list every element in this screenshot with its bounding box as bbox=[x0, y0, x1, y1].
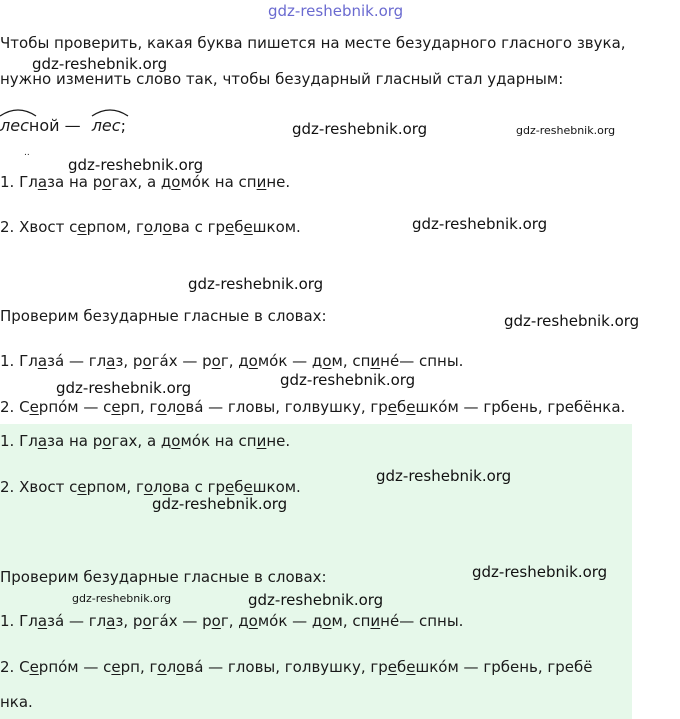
text-segment: не. bbox=[266, 432, 291, 450]
text-segment: б bbox=[234, 478, 244, 496]
text-segment: 1. Гл bbox=[0, 352, 38, 370]
intro-line-1: Чтобы проверить, какая буква пишется на месте безударного гласного звука, bbox=[0, 34, 626, 52]
watermark: gdz-reshebnik.org bbox=[56, 379, 192, 397]
text-segment: мо́к на сп bbox=[180, 173, 257, 191]
text-segment: га́х — р bbox=[151, 612, 212, 630]
text-segment: за на р bbox=[47, 432, 103, 450]
checked-vowel: а bbox=[37, 352, 48, 370]
text-segment: ва с гр bbox=[171, 478, 226, 496]
checked-vowel: о bbox=[171, 173, 181, 191]
checked-vowel: е bbox=[406, 398, 416, 416]
check-line-1 bbox=[0, 352, 463, 370]
text-segment: рп, г bbox=[120, 658, 158, 676]
text-segment: рпо́м — с bbox=[38, 398, 112, 416]
text-segment: шком. bbox=[252, 478, 301, 496]
dot-mark: .. bbox=[24, 148, 30, 158]
text-segment: шком. bbox=[252, 218, 301, 236]
checked-vowel: е bbox=[29, 658, 39, 676]
check-line-2 bbox=[0, 398, 625, 416]
text-segment: 2. С bbox=[0, 658, 30, 676]
text-segment: 1. Гл bbox=[0, 432, 38, 450]
watermark: gdz-reshebnik.org bbox=[68, 156, 204, 174]
checked-vowel: е bbox=[387, 658, 397, 676]
checked-vowel: и bbox=[256, 173, 267, 191]
watermark: gdz-reshebnik.org bbox=[32, 55, 168, 73]
checked-vowel: е bbox=[29, 398, 39, 416]
checked-vowel: е bbox=[111, 658, 121, 676]
checked-vowel: е bbox=[225, 478, 235, 496]
text-segment: л bbox=[153, 478, 163, 496]
checked-vowel: о bbox=[102, 173, 112, 191]
check-title: Проверим безударные гласные в словах: bbox=[0, 307, 327, 325]
root-end: ; bbox=[120, 116, 126, 135]
watermark: gdz-reshebnik.org bbox=[248, 591, 384, 609]
watermark: gdz-reshebnik.org bbox=[412, 215, 548, 233]
checked-vowel: о bbox=[143, 478, 154, 496]
root-arc-icon bbox=[0, 104, 38, 118]
sentence-2 bbox=[0, 218, 301, 236]
sentence-1 bbox=[0, 173, 290, 191]
text-segment: б bbox=[397, 658, 407, 676]
watermark-top: gdz-reshebnik.org bbox=[268, 2, 404, 20]
watermark: gdz-reshebnik.org bbox=[376, 467, 512, 485]
checked-vowel: о bbox=[248, 352, 258, 370]
text-segment: б bbox=[234, 218, 244, 236]
checked-vowel: е bbox=[225, 218, 235, 236]
text-segment: рпом, г bbox=[86, 478, 144, 496]
checked-vowel: е bbox=[77, 218, 87, 236]
text-segment: 1. Гл bbox=[0, 173, 38, 191]
text-segment: за на р bbox=[47, 173, 103, 191]
checked-vowel: е bbox=[111, 398, 121, 416]
checked-vowel: и bbox=[370, 612, 381, 630]
checked-vowel: о bbox=[248, 612, 258, 630]
text-segment: г, д bbox=[220, 352, 249, 370]
checked-vowel: о bbox=[157, 658, 167, 676]
text-segment: за́ — гл bbox=[47, 352, 107, 370]
text-segment: 1. Гл bbox=[0, 612, 38, 630]
intro-line-2: нужно изменить слово так, чтобы безударный гласный стал ударным: bbox=[0, 70, 564, 88]
text-segment: за́ — гл bbox=[47, 612, 107, 630]
text-segment: рпом, г bbox=[86, 218, 144, 236]
root-example bbox=[0, 116, 126, 135]
text-segment: мо́к на сп bbox=[180, 432, 257, 450]
check-line-2-wrap: нка. bbox=[0, 693, 33, 711]
checked-vowel: е bbox=[387, 398, 397, 416]
text-segment: л bbox=[153, 218, 163, 236]
watermark: gdz-reshebnik.org bbox=[472, 563, 608, 581]
text-segment: ва с гр bbox=[171, 218, 226, 236]
checked-vowel: е bbox=[243, 478, 253, 496]
checked-vowel: и bbox=[370, 352, 381, 370]
checked-vowel: е bbox=[406, 658, 416, 676]
text-segment: м, сп bbox=[331, 352, 371, 370]
watermark: gdz-reshebnik.org bbox=[280, 371, 416, 389]
checked-vowel: о bbox=[143, 218, 154, 236]
check-line-1 bbox=[0, 612, 463, 630]
check-title: Проверим безударные гласные в словах: bbox=[0, 568, 327, 586]
checked-vowel: о bbox=[142, 612, 152, 630]
text-segment: 2. Хвост с bbox=[0, 478, 78, 496]
text-segment: 2. Хвост с bbox=[0, 218, 78, 236]
text-segment: з, р bbox=[115, 612, 143, 630]
checked-vowel: а bbox=[37, 173, 48, 191]
text-segment: ва́ — гловы, голвушку, гр bbox=[185, 398, 388, 416]
text-segment: гах, а д bbox=[111, 173, 172, 191]
checked-vowel: а bbox=[37, 432, 48, 450]
text-segment: не. bbox=[266, 173, 291, 191]
checked-vowel: а bbox=[37, 612, 48, 630]
watermark: gdz-reshebnik.org bbox=[516, 124, 616, 137]
text-segment: гах, а д bbox=[111, 432, 172, 450]
checked-vowel: о bbox=[211, 352, 221, 370]
text-segment: 2. С bbox=[0, 398, 30, 416]
watermark: gdz-reshebnik.org bbox=[188, 275, 324, 293]
checked-vowel: о bbox=[176, 398, 186, 416]
checked-vowel: о bbox=[162, 478, 172, 496]
text-segment: л bbox=[166, 398, 177, 416]
check-line-2 bbox=[0, 658, 593, 676]
root-arc-icon bbox=[90, 104, 130, 118]
checked-vowel: е bbox=[243, 218, 253, 236]
text-segment: л bbox=[166, 658, 177, 676]
text-segment: га́х — р bbox=[151, 352, 212, 370]
text-segment: г, д bbox=[220, 612, 249, 630]
checked-vowel: е bbox=[77, 478, 87, 496]
text-segment: мо́к — д bbox=[257, 352, 323, 370]
watermark: gdz-reshebnik.org bbox=[72, 592, 172, 605]
checked-vowel: о bbox=[162, 218, 172, 236]
watermark: gdz-reshebnik.org bbox=[504, 312, 640, 330]
checked-vowel: а bbox=[106, 352, 116, 370]
checked-vowel: о bbox=[142, 352, 152, 370]
watermark: gdz-reshebnik.org bbox=[292, 120, 428, 138]
text-segment: нé— спны. bbox=[380, 612, 464, 630]
checked-vowel: и bbox=[256, 432, 267, 450]
checked-vowel: о bbox=[157, 398, 167, 416]
text-segment: б bbox=[397, 398, 407, 416]
checked-vowel: о bbox=[322, 352, 332, 370]
text-segment: нка. bbox=[592, 398, 626, 416]
text-segment: мо́к — д bbox=[257, 612, 323, 630]
checked-vowel: о bbox=[322, 612, 332, 630]
checked-vowel: о bbox=[171, 432, 181, 450]
checked-vowel: о bbox=[102, 432, 112, 450]
checked-vowel: о bbox=[211, 612, 221, 630]
text-segment: шко́м — грбень, гребё bbox=[415, 658, 593, 676]
text-segment: з, р bbox=[115, 352, 143, 370]
text-segment: ва́ — гловы, голвушку, гр bbox=[185, 658, 388, 676]
text-segment: шко́м — грбень, гребё bbox=[415, 398, 593, 416]
sentence-1 bbox=[0, 432, 290, 450]
root-word-1: лес bbox=[0, 116, 29, 135]
root-word-2: лес bbox=[92, 116, 121, 135]
sentence-2 bbox=[0, 478, 301, 496]
watermark: gdz-reshebnik.org bbox=[152, 495, 288, 513]
checked-vowel: о bbox=[176, 658, 186, 676]
text-segment: рп, г bbox=[120, 398, 158, 416]
checked-vowel: а bbox=[106, 612, 116, 630]
root-suffix: ной — bbox=[28, 116, 81, 135]
text-segment: м, сп bbox=[331, 612, 371, 630]
text-segment: рпо́м — с bbox=[38, 658, 112, 676]
text-segment: нé— спны. bbox=[380, 352, 464, 370]
